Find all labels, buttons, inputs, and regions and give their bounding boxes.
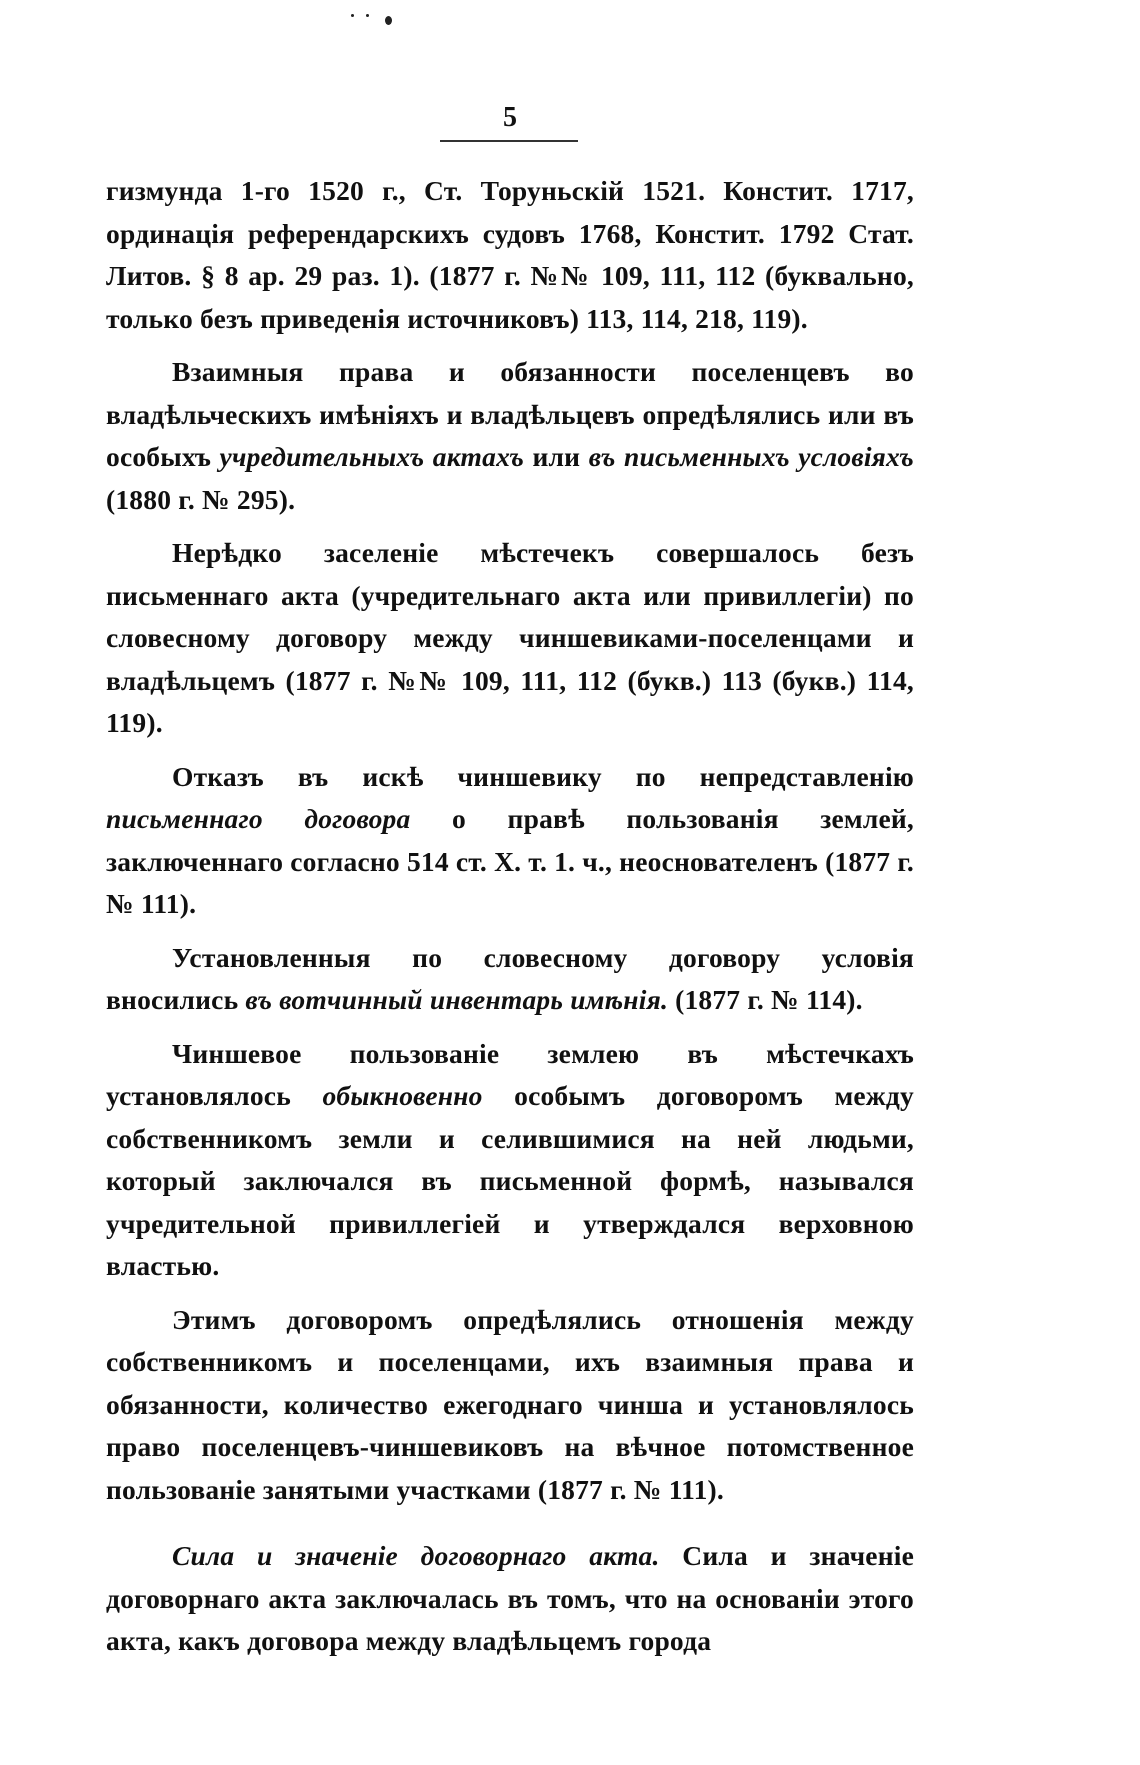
text-segment: (1877 г. № 114). — [668, 984, 863, 1015]
text-segment: гизмунда 1-го 1520 г., Ст. Торуньскій 1521. Констит. 1717, ординація референдарскихъ судовъ 1768, Констит. 1792 Стат. Литов. § 8 ар. 29 раз. 1). (1877 г. №№ 109, 111, 112 (буквально, только безъ приведенія источниковъ) 113, 114, 218, 119). — [106, 175, 914, 334]
scan-speck — [351, 14, 354, 17]
paragraph-8 — [106, 1535, 914, 1663]
paragraph-1 — [106, 170, 914, 340]
italic-segment: Сила и значеніе договорнаго акта. — [172, 1540, 660, 1571]
paragraph-5 — [106, 937, 914, 1022]
paragraph-2 — [106, 351, 914, 521]
italic-segment: въ вотчинный инвентарь имѣнія. — [245, 984, 669, 1015]
text-segment: Нерѣдко заселеніе мѣстечекъ совершалось безъ письменнаго акта (учредительнаго акта или привиллегіи) по словесному договору между чиншевиками-поселенцами и владѣльцемъ (1877 г. №№ 109, 111, 112 (букв.) 113 (букв.) 114, 119). — [106, 537, 914, 738]
page-number: 5 — [503, 102, 517, 133]
italic-segment: письменнаго договора — [106, 803, 411, 834]
scan-speck — [385, 16, 392, 25]
italic-segment: учредительныхъ актахъ — [219, 441, 525, 472]
text-segment: особымъ договоромъ между собственникомъ земли и селившимися на ней людьми, который заключался въ письменной формѣ, назывался учредительной привиллегіей и утверждался верховною властью. — [106, 1080, 914, 1281]
text-segment: Чиншевое пользованіе землею въ мѣстечкахъ установлялось — [106, 1037, 914, 1111]
paragraph-4 — [106, 756, 914, 926]
paragraph-6 — [106, 1033, 914, 1288]
paragraph-7 — [106, 1299, 914, 1512]
scan-speck — [366, 14, 369, 17]
italic-segment: обыкновенно — [322, 1080, 483, 1111]
text-segment: Установленныя по словесному договору условія вносились — [106, 941, 914, 1015]
text-segment: Этимъ договоромъ опредѣлялись отношенія между собственникомъ и поселенцами, ихъ взаимныя права и обязанности, количество ежегоднаго чинша и установлялось право поселенцевъ-чиншевиковъ на вѣчное потомственное пользованіе занятыми участками (1877 г. № 111). — [106, 1303, 914, 1505]
page-number-rule — [440, 140, 578, 142]
paragraph-3 — [106, 532, 914, 745]
text-segment: Отказъ въ искѣ чиншевику по непредставленію — [172, 760, 914, 792]
text-segment: Сила и значеніе договорнаго акта заключалась въ томъ, что на основаніи этого акта, какъ договора между владѣльцемъ города — [106, 1540, 914, 1656]
text-segment: о правѣ пользованія землей, заключеннаго согласно 514 ст. X. т. 1. ч., неоснователенъ (1877 г. № 111). — [106, 803, 914, 919]
text-segment: (1880 г. № 295). — [106, 483, 296, 515]
text-segment: или — [524, 441, 589, 472]
body-text — [106, 170, 914, 1663]
text-segment: Взаимныя права и обязанности поселенцевъ во владѣльческихъ имѣніяхъ и владѣльцевъ опредѣлялись или въ особыхъ — [106, 356, 914, 472]
italic-segment: въ письменныхъ условіяхъ — [588, 441, 914, 472]
